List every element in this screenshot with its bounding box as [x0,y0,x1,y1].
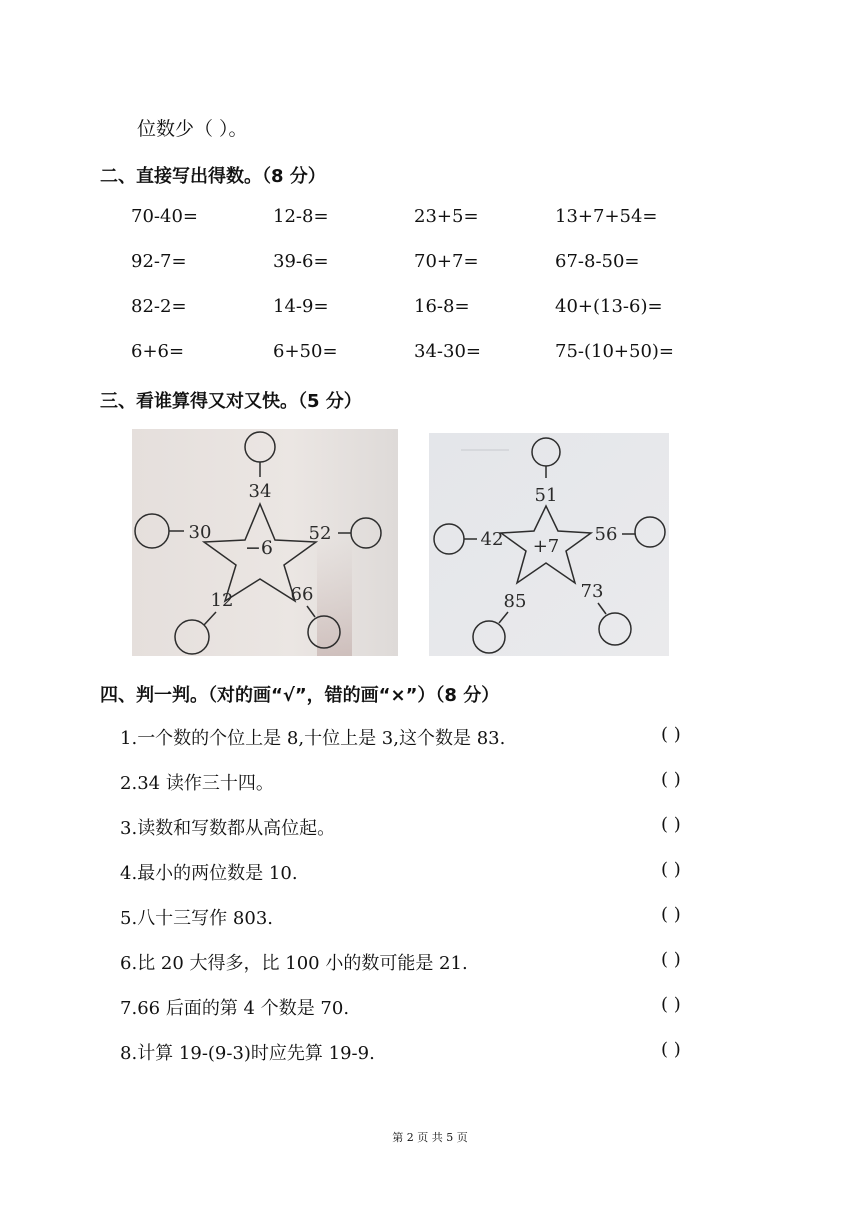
judge-number: 4. [120,863,138,884]
judge-item [120,1039,375,1065]
judge-number: 5. [120,908,138,929]
judge-item [120,814,335,840]
calc-item: 23+5= [414,206,479,227]
calc-item: 67-8-50= [555,251,640,272]
carry-over-line: 位数少（ ）。 [137,118,248,140]
answer-blank[interactable]: ( ) [661,814,681,835]
judge-statement: 最小的两位数是 10. [137,863,298,884]
answer-blank[interactable]: ( ) [661,994,681,1015]
calc-item: 13+7+54= [555,206,658,227]
calc-item: 92-7= [131,251,187,272]
star-operation-label: −6 [244,537,274,559]
number-right: 52 [308,523,332,544]
number-right: 56 [594,524,618,545]
number-bottom-left: 85 [503,591,527,612]
star-diagram-plus-7 [429,433,669,656]
judge-item [120,949,468,975]
judge-item [120,904,273,930]
calc-item: 39-6= [273,251,329,272]
judge-item [120,769,274,795]
calc-item: 82-2= [131,296,187,317]
calc-item: 70+7= [414,251,479,272]
number-bottom-right: 66 [290,584,314,605]
judge-number: 7. [120,998,138,1019]
judge-item [120,724,505,750]
calc-item: 70-40= [131,206,198,227]
calc-item: 12-8= [273,206,329,227]
calc-item: 6+50= [273,341,338,362]
number-top: 51 [534,485,558,506]
answer-blank[interactable]: ( ) [661,769,681,790]
calc-item: 40+(13-6)= [555,296,663,317]
judge-number: 6. [120,953,138,974]
judge-number: 3. [120,818,138,839]
judge-number: 2. [120,773,138,794]
judge-number: 1. [120,728,138,749]
answer-blank[interactable]: ( ) [661,904,681,925]
answer-blank[interactable]: ( ) [661,724,681,745]
star-operation-label: +7 [532,536,560,557]
calc-item: 34-30= [414,341,481,362]
calc-item: 75-(10+50)= [555,341,675,362]
number-bottom-right: 73 [580,581,604,602]
judge-item [120,859,298,885]
calc-item: 16-8= [414,296,470,317]
section-4-heading: 四、判一判。（对的画“√”，错的画“×”）（8 分） [100,685,500,706]
finger-shadow [317,539,352,656]
answer-blank[interactable]: ( ) [661,859,681,880]
number-left: 30 [188,522,212,543]
calc-item: 6+6= [131,341,185,362]
section-3-heading: 三、看谁算得又对又快。（5 分） [100,391,362,412]
page-footer: 第 2 页 共 5 页 [392,1131,468,1144]
calc-item: 14-9= [273,296,329,317]
number-left: 42 [480,529,504,550]
number-top: 34 [248,481,272,502]
judge-statement: 比 20 大得多，比 100 小的数可能是 21. [137,953,468,974]
answer-blank[interactable]: ( ) [661,949,681,970]
judge-statement: 34 读作三十四。 [137,773,274,794]
judge-statement: 计算 19-(9-3)时应先算 19-9. [137,1043,375,1064]
judge-statement: 读数和写数都从高位起。 [137,818,336,839]
answer-blank[interactable]: ( ) [661,1039,681,1060]
judge-statement: 八十三写作 803. [137,908,273,929]
judge-statement: 66 后面的第 4 个数是 70. [137,998,350,1019]
judge-item [120,994,349,1020]
star-diagram-minus-6 [132,429,398,656]
judge-number: 8. [120,1043,138,1064]
number-bottom-left: 12 [210,590,234,611]
judge-statement: 一个数的个位上是 8,十位上是 3,这个数是 83. [137,728,506,749]
section-2-heading: 二、直接写出得数。（8 分） [100,166,326,187]
